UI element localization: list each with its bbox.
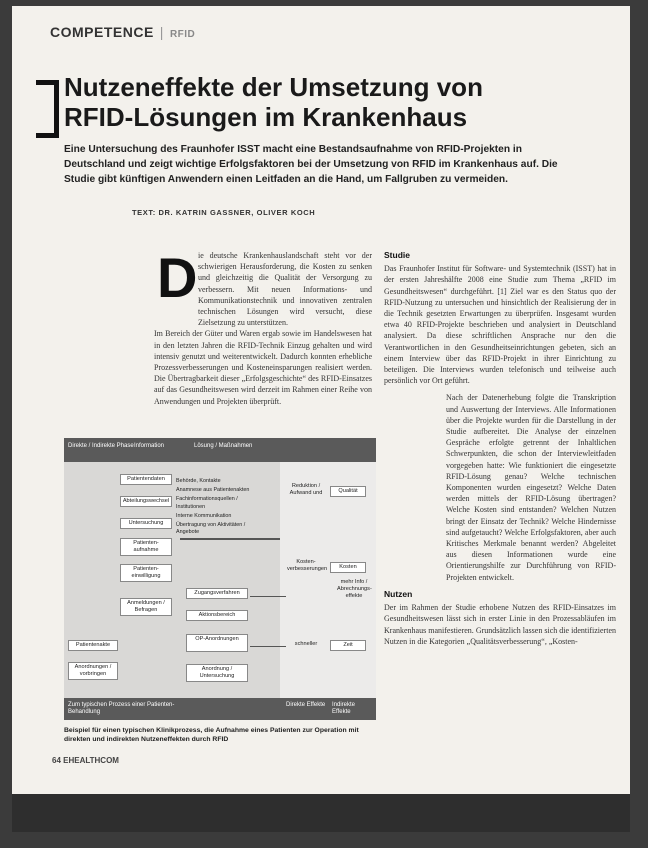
process-diagram bbox=[64, 438, 376, 720]
left-intro: ie deutsche Krankenhauslandschaft steht vor der schwierigen Herausforderung, die Kosten zu senken und gleichzeitig die Qualität der Versorgung zu verbessern. Mit neuen Informations- und Kommunikationstechnik und innovativen zentralen technischen Lösungen wird versucht, diese Zielsetzung zu unterstützen. bbox=[198, 251, 372, 328]
diagram-step: Anordnungen / vorbringen bbox=[68, 662, 118, 680]
page-folio: 64 EHEALTHCOM bbox=[52, 756, 119, 765]
diagram-mid-box: Anordnung / Untersuchung bbox=[186, 664, 248, 682]
diagram-step: Abteilungswechsel bbox=[120, 496, 172, 507]
diagram-mid-box: Zugangsverfahren bbox=[186, 588, 248, 599]
diagram-list-item: Fachinformationsquellen / Institutionen bbox=[176, 496, 238, 510]
diagram-effect-label: schneller bbox=[294, 641, 318, 647]
diagram-step: Patientenaufnahme bbox=[120, 538, 172, 556]
diagram-step: Patientenakte bbox=[68, 640, 118, 651]
right-column bbox=[384, 250, 616, 653]
title-line-1: Nutzeneffekte der Umsetzung von bbox=[64, 72, 483, 102]
diagram-effect-box: Kosten bbox=[330, 562, 366, 573]
diagram-effect-box: Zeit bbox=[330, 640, 366, 651]
diagram-step: Patienteneinwilligung bbox=[120, 564, 172, 582]
diagram-foot-col3: Indirekte Effekte bbox=[332, 702, 356, 715]
section-label: COMPETENCE bbox=[50, 24, 154, 40]
diagram-mid-box: OP-Anordnungen bbox=[186, 634, 248, 652]
section-sublabel: RFID bbox=[169, 29, 196, 40]
scan-shadow bbox=[12, 794, 630, 832]
diagram-list-item: Behörde, Kontakte bbox=[176, 478, 221, 484]
diagram-effect-box: Qualität bbox=[330, 486, 366, 497]
diagram-head-col3: Lösung / Maßnahmen bbox=[194, 443, 253, 449]
diagram-header bbox=[64, 438, 376, 462]
diagram-step: Anmeldungen / Befragen bbox=[120, 598, 172, 616]
diagram-head-col2: Information bbox=[134, 443, 165, 449]
article-title bbox=[64, 72, 604, 132]
diagram-effect-label: Reduktion / Aufwand und bbox=[289, 483, 323, 496]
section-separator: | bbox=[159, 24, 164, 40]
diagram-list-item: Interne Kommunikation bbox=[176, 512, 232, 519]
section-header bbox=[50, 24, 195, 40]
diagram-side-note: mehr Info / Abrechnungseffekte bbox=[337, 579, 372, 599]
diagram-arrow bbox=[250, 646, 286, 647]
left-column bbox=[154, 246, 372, 407]
magazine-page bbox=[12, 6, 630, 832]
article-lead: Eine Untersuchung des Fraunhofer ISST macht eine Bestandsaufnahme von RFID-Projekten in Deutschland und zeigt wichtige Erfolgsfaktoren bei der Umsetzung von RFID im Krankenhaus auf. Die Studie gibt künftigen Anwendern einen Leitfaden an die Hand, um Fallgruben zu vermeiden. bbox=[64, 144, 558, 185]
heading-nutzen: Nutzen bbox=[384, 588, 413, 599]
paragraph-studie: Das Fraunhofer Institut für Software- und Systemtechnik (ISST) hat in der ersten Jahreshälfte 2008 eine Studie zum Thema „RFID im Gesundheitswesen“ durchgeführt. [1] Ziel war es den Status quo der RFID-Nutzung zu untersuchen und hinsichtlich der Realisierung der in die Technik gesetzten Erwartungen zu überprüfen. Insgesamt wurden etwa 40 RFID-Projekte beschrieben und analysiert in Deutschland analysiert. Da diese schriftlichen Ansprache nur den die Verantwortlichen in den Gesundheitseinrichtungen gebeten, sich an einem Interview über das RFID-Projekt in ihrer Einrichtung zu beteiligen. Die Interviews wurden telefonisch und teilweise auch persönlich vor Ort geführt. bbox=[384, 264, 616, 386]
diagram-head-col1: Direkte / Indirekte Phase bbox=[68, 443, 134, 449]
diagram-step: Untersuchung bbox=[120, 518, 172, 529]
diagram-list-item: Anamnese aus Patientenakten bbox=[176, 487, 250, 494]
diagram-arrow bbox=[180, 538, 280, 540]
figure-caption: Beispiel für einen typischen Klinikprozess, die Aufnahme eines Patienten zur Operation mit direkten und indirekten Nutzeneffekten durch RFID bbox=[64, 727, 359, 743]
title-bracket-icon bbox=[36, 80, 59, 138]
diagram-step: Patientendaten bbox=[120, 474, 172, 485]
paragraph-auswertung: Nach der Datenerhebung folgte die Transkription und Auswertung der Interviews. Alle Informationen über die Projekte wurden für die Darstellung in der Studie aufbereitet. Die Analyse der einzelnen Gespräche erfolgte getrennt der Inhaltlichen Schwerpunkten, die schon der Interviewleitfaden vorgegeben hatte: Wie funktioniert die eingesetzte RFID-Lösung genau? Welche technischen Komponenten wurden eingesetzt? Welche Daten werden mittels der RFID-Lösung übertragen? Welche Kosten sind entstanden? Welchen Nutzen bringt der Einsatz der Technik? Welche Hindernisse sind aufgetaucht? Welche Erfolgsfaktoren, aber auch Kritisches Merkmale benannt werden? Abgeleitet aus diesen Informationen wurde eine Orientierungshilfe zur Durchführung von RFID-Projekten entwickelt. bbox=[446, 393, 616, 582]
diagram-list-item: Übertragung von Aktivitäten / Angebote bbox=[176, 522, 246, 536]
diagram-mid-box: Aktionsbereich bbox=[186, 610, 248, 621]
heading-studie: Studie bbox=[384, 250, 410, 260]
drop-cap: D bbox=[157, 246, 198, 309]
left-body: Im Bereich der Güter und Waren ergab sowie im Handelswesen hat in den letzten Jahren die RFID-Technik Einzug gehalten und wird intensiv genutzt und weiterentwickelt. Dadurch konnten erhebliche Prozessverbesserungen und Kosteneinsparungen realisiert werden. Die Übertragbarkeit dieser „Erfolgsgeschichte“ des RFID-Einsatzes auf das Gesundheitswesen wird derzeit im Rahmen einer Reihe von Anwendungen und Projekten überprüft. bbox=[154, 329, 372, 406]
paragraph-nutzen: Der im Rahmen der Studie erhobene Nutzen des RFID-Einsatzes im Gesundheitswesen lässt sich in erster Linie in den Prozessabläufen im Krankenhaus manifestieren. Grundsätzlich lassen sich die identifizierten Nutzen in die Kategorien „Qualitätsverbesserung“, „Kosten- bbox=[384, 603, 616, 646]
diagram-footer bbox=[64, 698, 376, 720]
diagram-foot-col2: Direkte Effekte bbox=[286, 702, 326, 708]
diagram-solution-list bbox=[176, 478, 262, 538]
article-authors: TEXT: DR. KATRIN GASSNER, OLIVER KOCH bbox=[132, 208, 316, 217]
diagram-foot-col1: Zum typischen Prozess einer Patienten-Behandlung bbox=[68, 702, 175, 715]
diagram-arrow bbox=[250, 596, 286, 597]
diagram-effect-label: Kostenverbesserungen bbox=[287, 559, 328, 572]
title-line-2: RFID-Lösungen im Krankenhaus bbox=[64, 102, 468, 132]
